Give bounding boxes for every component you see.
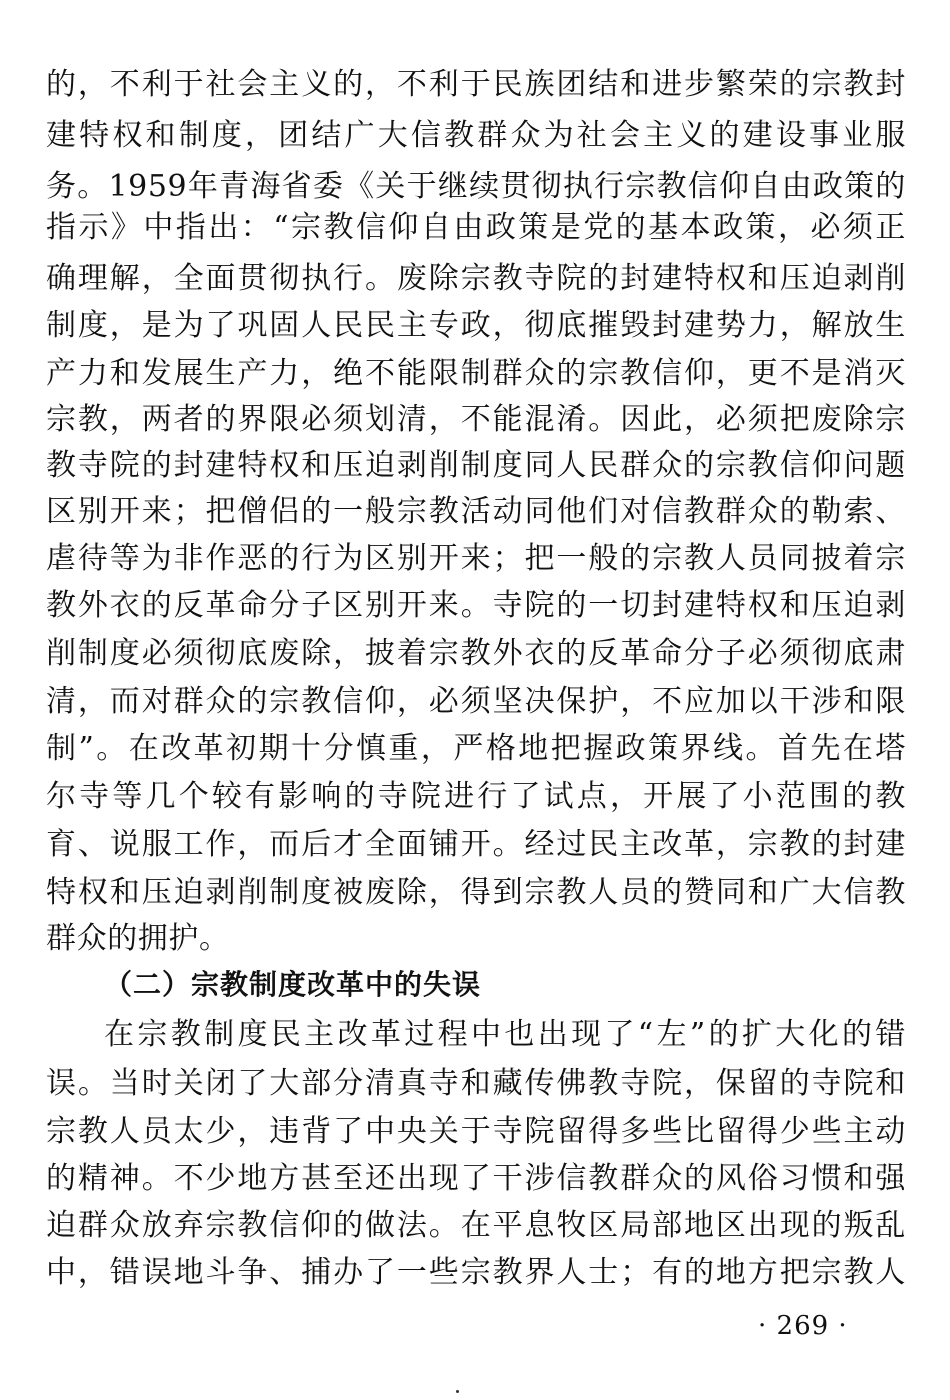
section-heading: （二）宗教制度改革中的失误 [104, 968, 482, 1001]
body-text-line: 指示》中指出：“宗教信仰自由政策是党的基本政策，必须正 [46, 210, 906, 245]
body-text-line: 尔寺等几个较有影响的寺院进行了试点，开展了小范围的教 [46, 779, 906, 814]
body-text-line: 的，不利于社会主义的，不利于民族团结和进步繁荣的宗教封 [46, 67, 906, 102]
body-text-line: 确理解，全面贯彻执行。废除宗教寺院的封建特权和压迫剥削 [46, 261, 906, 296]
body-text-line: 宗教，两者的界限必须划清，不能混淆。因此，必须把废除宗 [46, 402, 906, 437]
body-text-line: 宗教人员太少，违背了中央关于寺院留得多些比留得少些主动 [46, 1114, 906, 1149]
body-text-line: 育、说服工作，而后才全面铺开。经过民主改革，宗教的封建 [46, 827, 906, 862]
body-text-line: 务。1959年青海省委《关于继续贯彻执行宗教信仰自由政策的 [46, 169, 906, 204]
body-text-line: 在宗教制度民主改革过程中也出现了“左”的扩大化的错 [104, 1017, 906, 1052]
body-text-line: 产力和发展生产力，绝不能限制群众的宗教信仰，更不是消灭 [46, 356, 906, 391]
body-text-line: 削制度必须彻底废除，披着宗教外衣的反革命分子必须彻底肃 [46, 636, 906, 671]
body-text-line: 制度，是为了巩固人民民主专政，彻底摧毁封建势力，解放生 [46, 308, 906, 343]
body-text-line: 教外衣的反革命分子区别开来。寺院的一切封建特权和压迫剥 [46, 588, 906, 623]
body-text-line: 清，而对群众的宗教信仰，必须坚决保护，不应加以干涉和限 [46, 684, 906, 719]
body-text-line: 的精神。不少地方甚至还出现了干涉信教群众的风俗习惯和强 [46, 1161, 906, 1196]
body-text-line: 建特权和制度，团结广大信教群众为社会主义的建设事业服 [46, 118, 906, 153]
print-speck [456, 1390, 459, 1393]
body-text-line: 区别开来；把僧侣的一般宗教活动同他们对信教群众的勒索、 [46, 494, 906, 529]
body-text-line: 误。当时关闭了大部分清真寺和藏传佛教寺院，保留的寺院和 [46, 1066, 906, 1101]
body-text-line: 中，错误地斗争、捕办了一些宗教界人士；有的地方把宗教人 [46, 1255, 906, 1290]
body-text-line: 虐待等为非作恶的行为区别开来；把一般的宗教人员同披着宗 [46, 541, 906, 576]
body-text-line: 制”。在改革初期十分慎重，严格地把握政策界线。首先在塔 [46, 731, 906, 766]
body-text-line: 群众的拥护。 [46, 921, 230, 956]
body-text-line: 特权和压迫剥削制度被废除，得到宗教人员的赞同和广大信教 [46, 875, 906, 910]
body-text-line: 教寺院的封建特权和压迫剥削制度同人民群众的宗教信仰问题 [46, 448, 906, 483]
body-text-line: 迫群众放弃宗教信仰的做法。在平息牧区局部地区出现的叛乱 [46, 1208, 906, 1243]
page-number: · 269 · [758, 1311, 848, 1341]
